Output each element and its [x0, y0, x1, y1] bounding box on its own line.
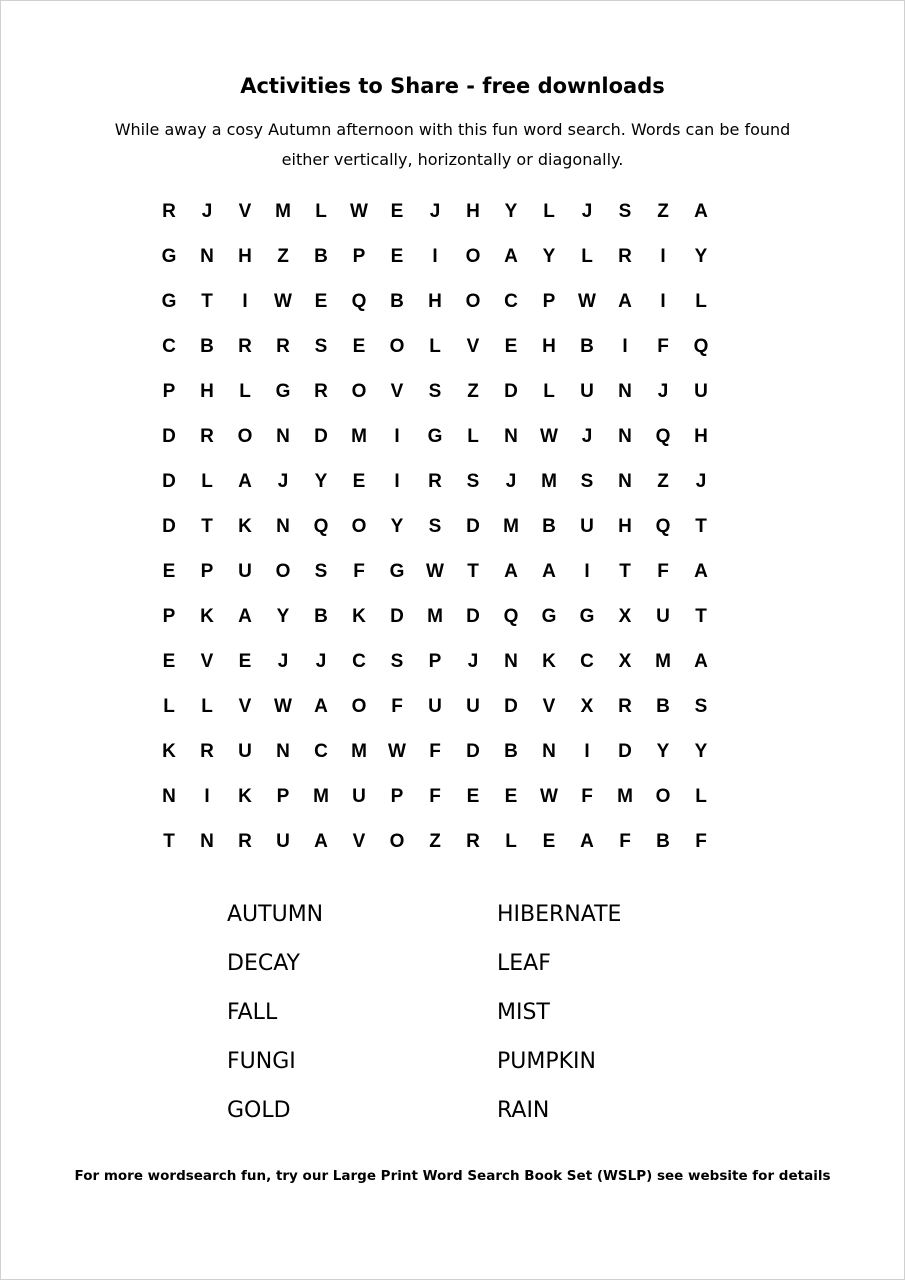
word-list-item: MIST: [497, 1000, 550, 1025]
grid-letter: U: [428, 696, 442, 717]
grid-letter: I: [660, 246, 666, 267]
grid-letter: A: [238, 606, 252, 627]
word-list-item: DECAY: [227, 951, 300, 976]
grid-letter: W: [274, 291, 292, 312]
grid-letter: I: [660, 291, 666, 312]
grid-letter: L: [163, 696, 175, 717]
grid-letter: F: [581, 786, 593, 807]
grid-letter: M: [351, 426, 367, 447]
grid-letter: G: [427, 426, 443, 447]
grid-letter: O: [465, 291, 481, 312]
grid-letter: D: [618, 741, 632, 762]
grid-letter: P: [542, 291, 556, 312]
grid-letter: P: [200, 561, 214, 582]
grid-letter: E: [162, 561, 176, 582]
grid-letter: J: [467, 651, 479, 672]
grid-letter: G: [161, 246, 177, 267]
grid-letter: L: [201, 471, 213, 492]
word-list-item: FALL: [227, 1000, 278, 1025]
grid-letter: L: [315, 201, 327, 222]
grid-letter: T: [201, 291, 213, 312]
grid-letter: P: [390, 786, 404, 807]
grid-letter: T: [695, 606, 707, 627]
grid-letter: N: [276, 426, 290, 447]
grid-letter: U: [238, 561, 252, 582]
grid-letter: J: [277, 651, 289, 672]
grid-letter: O: [351, 381, 367, 402]
grid-letter: B: [542, 516, 556, 537]
grid-letter: D: [314, 426, 328, 447]
grid-letter: D: [466, 741, 480, 762]
grid-letter: E: [238, 651, 252, 672]
word-list-item: AUTUMN: [227, 902, 324, 927]
grid-letter: H: [618, 516, 632, 537]
grid-letter: A: [580, 831, 594, 852]
grid-letter: D: [504, 381, 518, 402]
grid-letter: J: [581, 201, 593, 222]
grid-letter: E: [466, 786, 480, 807]
grid-letter: L: [429, 336, 441, 357]
grid-letter: Z: [657, 471, 669, 492]
grid-letter: I: [584, 561, 590, 582]
grid-letter: R: [466, 831, 480, 852]
grid-letter: N: [162, 786, 176, 807]
grid-letter: W: [274, 696, 292, 717]
grid-letter: F: [391, 696, 403, 717]
grid-letter: V: [238, 201, 252, 222]
grid-letter: Z: [467, 381, 479, 402]
grid-letter: S: [314, 336, 328, 357]
grid-letter: F: [429, 786, 441, 807]
grid-letter: O: [351, 516, 367, 537]
grid-letter: Q: [351, 291, 367, 312]
page-title: Activities to Share - free downloads: [240, 74, 665, 98]
grid-letter: S: [618, 201, 632, 222]
grid-letter: J: [581, 426, 593, 447]
grid-letter: G: [579, 606, 595, 627]
grid-letter: B: [656, 831, 670, 852]
grid-letter: F: [429, 741, 441, 762]
grid-letter: J: [657, 381, 669, 402]
grid-letter: O: [389, 831, 405, 852]
grid-letter: B: [656, 696, 670, 717]
grid-letter: F: [353, 561, 365, 582]
grid-letter: Y: [276, 606, 290, 627]
grid-letter: L: [505, 831, 517, 852]
grid-letter: F: [657, 336, 669, 357]
grid-letter: I: [432, 246, 438, 267]
grid-letter: K: [200, 606, 214, 627]
grid-letter: Y: [656, 741, 670, 762]
grid-letter: H: [428, 291, 442, 312]
grid-letter: U: [466, 696, 480, 717]
grid-letter: B: [200, 336, 214, 357]
grid-letter: J: [277, 471, 289, 492]
grid-letter: D: [390, 606, 404, 627]
grid-letter: Q: [313, 516, 329, 537]
grid-letter: H: [466, 201, 480, 222]
grid-letter: L: [543, 201, 555, 222]
grid-letter: G: [389, 561, 405, 582]
grid-letter: V: [238, 696, 252, 717]
grid-letter: N: [504, 651, 518, 672]
grid-letter: C: [314, 741, 328, 762]
word-list-item: FUNGI: [227, 1049, 296, 1074]
grid-letter: K: [352, 606, 366, 627]
grid-letter: Y: [314, 471, 328, 492]
grid-letter: U: [656, 606, 670, 627]
grid-letter: Z: [277, 246, 289, 267]
grid-letter: J: [315, 651, 327, 672]
grid-letter: A: [694, 201, 708, 222]
grid-letter: R: [162, 201, 176, 222]
grid-letter: Q: [655, 516, 671, 537]
grid-letter: M: [427, 606, 443, 627]
grid-letter: P: [162, 606, 176, 627]
grid-letter: D: [162, 471, 176, 492]
grid-letter: A: [694, 561, 708, 582]
grid-letter: V: [542, 696, 556, 717]
grid-letter: B: [314, 606, 328, 627]
grid-letter: P: [276, 786, 290, 807]
grid-letter: W: [540, 786, 558, 807]
grid-letter: R: [428, 471, 442, 492]
grid-letter: Z: [657, 201, 669, 222]
word-list-item: HIBERNATE: [497, 902, 622, 927]
grid-letter: U: [276, 831, 290, 852]
grid-letter: X: [580, 696, 594, 717]
grid-letter: W: [426, 561, 444, 582]
grid-letter: E: [542, 831, 556, 852]
grid-letter: E: [352, 471, 366, 492]
grid-letter: M: [655, 651, 671, 672]
grid-letter: Q: [503, 606, 519, 627]
grid-letter: R: [200, 741, 214, 762]
grid-letter: G: [275, 381, 291, 402]
grid-letter: C: [504, 291, 518, 312]
grid-letter: S: [466, 471, 480, 492]
grid-letter: U: [580, 381, 594, 402]
grid-letter: R: [618, 696, 632, 717]
grid-letter: P: [352, 246, 366, 267]
grid-letter: L: [239, 381, 251, 402]
grid-letter: W: [388, 741, 406, 762]
grid-letter: E: [390, 246, 404, 267]
grid-letter: M: [351, 741, 367, 762]
grid-letter: X: [618, 651, 632, 672]
grid-letter: D: [162, 426, 176, 447]
grid-letter: U: [352, 786, 366, 807]
grid-letter: O: [465, 246, 481, 267]
grid-letter: K: [542, 651, 556, 672]
grid-letter: T: [201, 516, 213, 537]
grid-letter: S: [580, 471, 594, 492]
grid-letter: A: [238, 471, 252, 492]
grid-letter: V: [390, 381, 404, 402]
grid-letter: L: [467, 426, 479, 447]
grid-letter: N: [276, 741, 290, 762]
grid-letter: T: [619, 561, 631, 582]
grid-letter: E: [352, 336, 366, 357]
word-list-item: GOLD: [227, 1098, 291, 1123]
grid-letter: L: [201, 696, 213, 717]
grid-letter: E: [390, 201, 404, 222]
grid-letter: Q: [693, 336, 709, 357]
grid-letter: N: [504, 426, 518, 447]
grid-letter: A: [542, 561, 556, 582]
grid-letter: Y: [542, 246, 556, 267]
grid-letter: G: [541, 606, 557, 627]
word-list-item: LEAF: [497, 951, 551, 976]
footer-note: For more wordsearch fun, try our Large Print Word Search Book Set (WSLP) see website for details: [74, 1168, 831, 1184]
grid-letter: O: [655, 786, 671, 807]
grid-letter: K: [162, 741, 176, 762]
grid-letter: S: [428, 516, 442, 537]
grid-letter: S: [390, 651, 404, 672]
grid-letter: N: [618, 381, 632, 402]
grid-letter: S: [694, 696, 708, 717]
grid-letter: J: [201, 201, 213, 222]
grid-letter: H: [238, 246, 252, 267]
grid-letter: H: [694, 426, 708, 447]
grid-letter: O: [351, 696, 367, 717]
grid-letter: A: [504, 246, 518, 267]
grid-letter: D: [466, 606, 480, 627]
grid-letter: P: [162, 381, 176, 402]
grid-letter: N: [618, 426, 632, 447]
grid-letter: F: [619, 831, 631, 852]
grid-letter: I: [394, 426, 400, 447]
grid-letter: D: [466, 516, 480, 537]
grid-letter: Q: [655, 426, 671, 447]
grid-letter: J: [505, 471, 517, 492]
grid-letter: U: [694, 381, 708, 402]
grid-letter: C: [580, 651, 594, 672]
grid-letter: A: [314, 696, 328, 717]
grid-letter: W: [578, 291, 596, 312]
grid-letter: W: [350, 201, 368, 222]
grid-letter: U: [580, 516, 594, 537]
grid-letter: R: [314, 381, 328, 402]
grid-letter: C: [162, 336, 176, 357]
grid-letter: N: [542, 741, 556, 762]
grid-letter: R: [200, 426, 214, 447]
grid-letter: O: [237, 426, 253, 447]
instructions: While away a cosy Autumn afternoon with this fun word search. Words can be found either vertically, horizontally or diagonally.: [114, 120, 791, 169]
grid-letter: J: [695, 471, 707, 492]
grid-letter: J: [429, 201, 441, 222]
grid-letter: Y: [390, 516, 404, 537]
grid-letter: R: [276, 336, 290, 357]
grid-letter: L: [695, 786, 707, 807]
grid-letter: I: [204, 786, 210, 807]
grid-letter: B: [504, 741, 518, 762]
grid-letter: A: [314, 831, 328, 852]
grid-letter: K: [238, 786, 252, 807]
grid-letter: M: [275, 201, 291, 222]
grid-letter: Y: [504, 201, 518, 222]
grid-letter: I: [394, 471, 400, 492]
grid-letter: L: [581, 246, 593, 267]
grid-letter: B: [390, 291, 404, 312]
grid-letter: L: [695, 291, 707, 312]
word-list-item: PUMPKIN: [497, 1049, 596, 1074]
grid-letter: F: [657, 561, 669, 582]
grid-letter: V: [466, 336, 480, 357]
grid-letter: H: [200, 381, 214, 402]
grid-letter: M: [313, 786, 329, 807]
grid-letter: M: [541, 471, 557, 492]
grid-letter: X: [618, 606, 632, 627]
grid-letter: N: [200, 831, 214, 852]
grid-letter: V: [200, 651, 214, 672]
grid-letter: Y: [694, 246, 708, 267]
grid-letter: T: [163, 831, 175, 852]
word-list-item: RAIN: [497, 1098, 550, 1123]
grid-letter: B: [580, 336, 594, 357]
grid-letter: N: [618, 471, 632, 492]
grid-letter: V: [352, 831, 366, 852]
grid-letter: E: [504, 786, 518, 807]
grid-letter: I: [242, 291, 248, 312]
grid-letter: N: [276, 516, 290, 537]
grid-letter: I: [584, 741, 590, 762]
grid-letter: T: [467, 561, 479, 582]
grid-letter: F: [695, 831, 707, 852]
grid-letter: D: [162, 516, 176, 537]
grid-letter: E: [504, 336, 518, 357]
grid-letter: H: [542, 336, 556, 357]
grid-letter: G: [161, 291, 177, 312]
grid-letter: A: [694, 651, 708, 672]
grid-letter: S: [314, 561, 328, 582]
grid-letter: D: [504, 696, 518, 717]
grid-letter: S: [428, 381, 442, 402]
grid-letter: O: [275, 561, 291, 582]
grid-letter: I: [622, 336, 628, 357]
grid-letter: E: [314, 291, 328, 312]
grid-letter: P: [428, 651, 442, 672]
grid-letter: C: [352, 651, 366, 672]
grid-letter: A: [618, 291, 632, 312]
grid-letter: B: [314, 246, 328, 267]
grid-letter: M: [617, 786, 633, 807]
grid-letter: A: [504, 561, 518, 582]
grid-letter: Z: [429, 831, 441, 852]
grid-letter: N: [200, 246, 214, 267]
grid-letter: O: [389, 336, 405, 357]
grid-letter: M: [503, 516, 519, 537]
grid-letter: R: [618, 246, 632, 267]
grid-letter: T: [695, 516, 707, 537]
grid-letter: Y: [694, 741, 708, 762]
grid-letter: R: [238, 336, 252, 357]
grid-letter: L: [543, 381, 555, 402]
grid-letter: E: [162, 651, 176, 672]
grid-letter: U: [238, 741, 252, 762]
grid-letter: R: [238, 831, 252, 852]
grid-letter: K: [238, 516, 252, 537]
grid-letter: W: [540, 426, 558, 447]
